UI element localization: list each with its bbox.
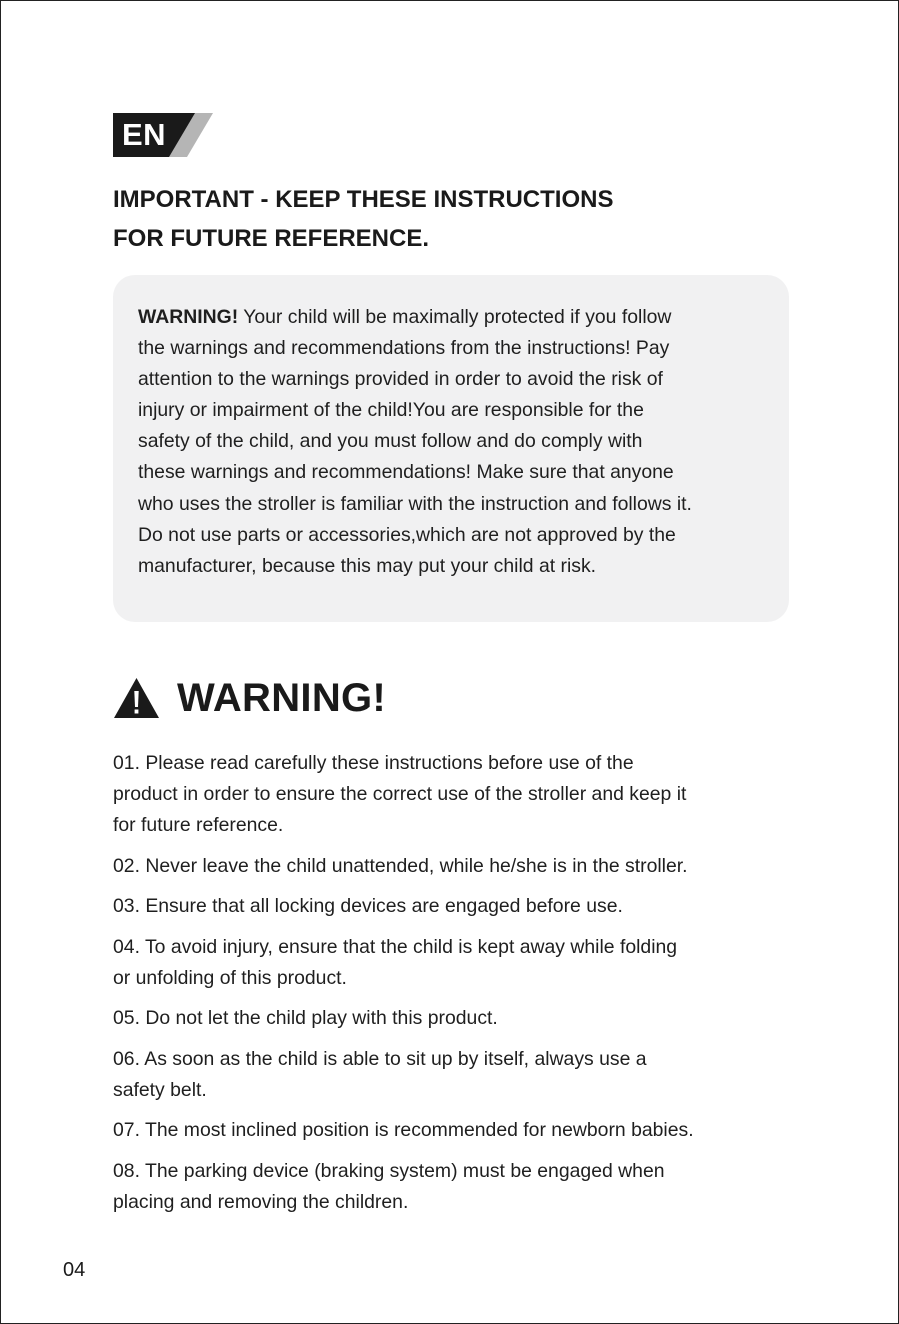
warning-item-line: 03. Ensure that all locking devices are engaged before use. bbox=[113, 895, 623, 917]
warning-item-07 bbox=[113, 1115, 813, 1146]
notice-lead: WARNING! bbox=[138, 306, 239, 328]
warning-item-line: 02. Never leave the child unattended, while he/she is in the stroller. bbox=[113, 854, 688, 877]
notice-line-1 bbox=[138, 302, 789, 333]
warning-item-line: 04. To avoid injury, ensure that the child is kept away while folding bbox=[113, 935, 678, 958]
warning-item-01 bbox=[113, 748, 813, 841]
language-badge bbox=[113, 113, 213, 157]
warning-item-line: 08. The parking device (braking system) must be engaged when bbox=[113, 1159, 665, 1182]
notice-line: injury or impairment of the child!You are responsible for the bbox=[138, 399, 644, 422]
warning-item-line: 01. Please read carefully these instructions before use of the bbox=[113, 752, 634, 774]
notice-line: these warnings and recommendations! Make sure that anyone bbox=[138, 461, 674, 484]
warning-heading bbox=[113, 672, 386, 724]
notice-line-1-text: Your child will be maximally protected if you follow bbox=[238, 306, 672, 328]
warning-item-line: product in order to ensure the correct use of the stroller and keep it bbox=[113, 783, 687, 805]
warning-item-line: or unfolding of this product. bbox=[113, 966, 347, 989]
warning-item-03 bbox=[113, 891, 813, 922]
notice-line: safety of the child, and you must follow and do comply with bbox=[138, 430, 643, 453]
notice-line: manufacturer, because this may put your child at risk. bbox=[138, 554, 597, 577]
warning-item-06 bbox=[113, 1044, 813, 1106]
warning-item-02 bbox=[113, 851, 813, 882]
notice-line: attention to the warnings provided in order to avoid the risk of bbox=[138, 368, 663, 391]
warning-item-line: for future reference. bbox=[113, 814, 284, 836]
page-heading bbox=[113, 180, 813, 258]
page-heading-line-2: FOR FUTURE REFERENCE. bbox=[113, 225, 430, 252]
notice-box bbox=[113, 275, 789, 622]
notice-line: Do not use parts or accessories,which are not approved by the bbox=[138, 523, 676, 546]
warning-title: WARNING! bbox=[177, 676, 387, 720]
notice-line: the warnings and recommendations from the instructions! Pay bbox=[138, 337, 670, 360]
warning-item-line: 06. As soon as the child is able to sit up by itself, always use a bbox=[113, 1047, 647, 1070]
warning-triangle-icon bbox=[113, 677, 160, 719]
warning-item-04 bbox=[113, 932, 813, 994]
warning-list bbox=[113, 748, 813, 1227]
page-number: 04 bbox=[63, 1259, 86, 1281]
warning-item-line: 07. The most inclined position is recommended for newborn babies. bbox=[113, 1119, 694, 1141]
warning-item-08 bbox=[113, 1156, 813, 1218]
language-badge-label: EN bbox=[122, 117, 167, 152]
notice-text bbox=[138, 302, 789, 582]
warning-item-line: 05. Do not let the child play with this product. bbox=[113, 1007, 498, 1029]
warning-item-line: placing and removing the children. bbox=[113, 1190, 409, 1213]
warning-item-05 bbox=[113, 1003, 813, 1034]
page-heading-line-1: IMPORTANT - KEEP THESE INSTRUCTIONS bbox=[113, 186, 614, 213]
warning-item-line: safety belt. bbox=[113, 1078, 207, 1101]
notice-line: who uses the stroller is familiar with the instruction and follows it. bbox=[138, 492, 692, 515]
